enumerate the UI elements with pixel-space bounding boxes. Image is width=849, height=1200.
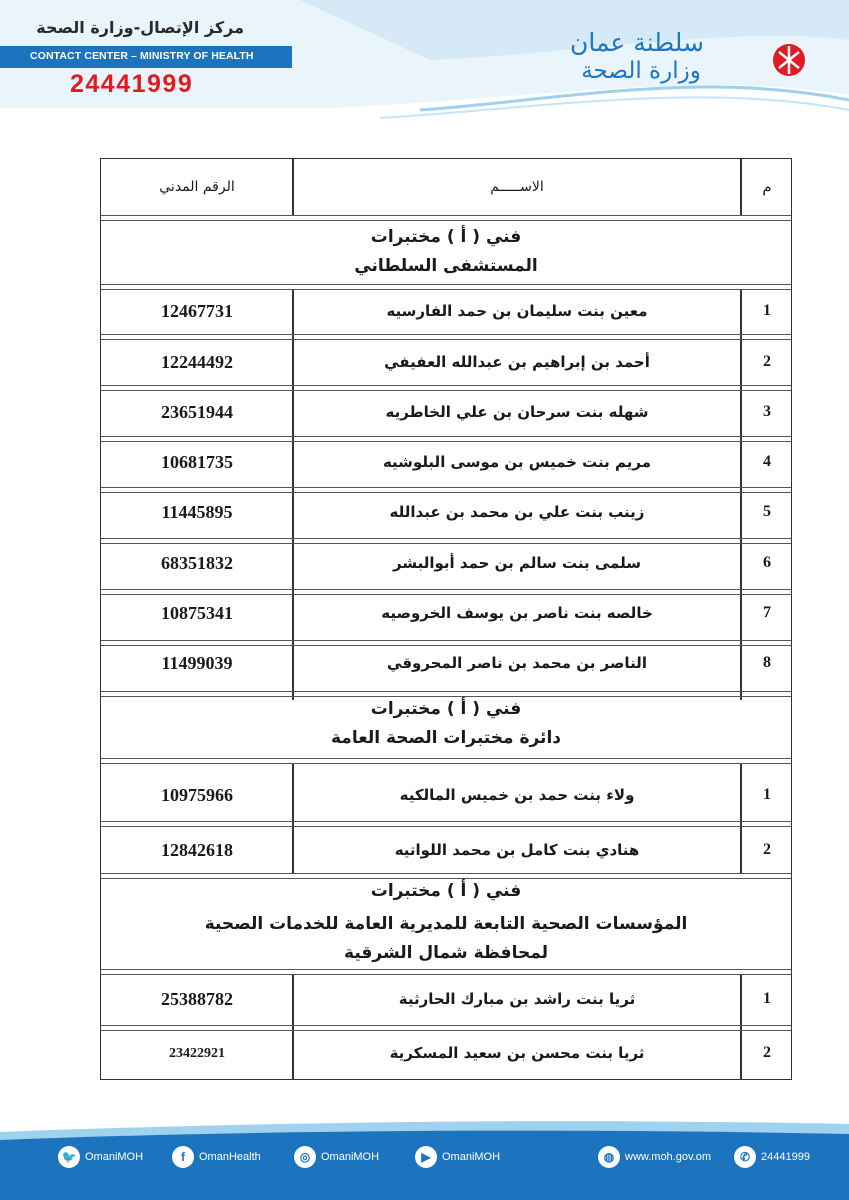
contact-center-english: CONTACT CENTER – MINISTRY OF HEALTH xyxy=(30,50,254,62)
row-number: 1 xyxy=(763,302,771,319)
youtube-link[interactable] xyxy=(415,1146,500,1168)
row-number: 5 xyxy=(763,503,771,520)
civil-number: 23651944 xyxy=(161,402,233,422)
row-number: 2 xyxy=(763,841,771,858)
youtube-icon: ▶ xyxy=(415,1146,437,1168)
page-header xyxy=(0,0,849,120)
instagram-handle: OmaniMOH xyxy=(321,1151,380,1163)
employee-name: ثريا بنت محسن بن سعيد المسكرية xyxy=(389,1044,645,1062)
divider xyxy=(101,969,791,975)
footer-phone-number: 24441999 xyxy=(761,1151,810,1163)
globe-icon: ◍ xyxy=(598,1146,620,1168)
divider xyxy=(101,758,791,764)
column-header-civil-number: الرقم المدني xyxy=(159,179,235,195)
employee-name: الناصر بن محمد بن ناصر المحروقي xyxy=(387,654,647,672)
section-title-line2: المؤسسات الصحية التابعة للمديرية العامة للخدمات الصحية xyxy=(204,914,688,934)
divider xyxy=(101,1025,791,1031)
ministry-crescent-logo xyxy=(723,16,823,116)
row-number: 1 xyxy=(763,786,771,803)
logo-text-sultanate: سلطنة عمان xyxy=(570,28,704,57)
civil-number: 12842618 xyxy=(161,840,233,860)
employee-name: سلمى بنت سالم بن حمد أبوالبشر xyxy=(393,554,641,572)
civil-number: 10681735 xyxy=(161,452,233,472)
civil-number: 11499039 xyxy=(161,653,233,673)
row-number: 7 xyxy=(763,604,771,621)
divider xyxy=(101,538,791,544)
divider xyxy=(101,284,791,290)
employees-table xyxy=(100,158,792,1080)
employee-name: هنادي بنت كامل بن محمد اللواتيه xyxy=(394,841,640,859)
employee-name: زينب بنت علي بن محمد بن عبدالله xyxy=(389,503,645,521)
website-url: www.moh.gov.om xyxy=(625,1151,711,1163)
instagram-icon: ◎ xyxy=(294,1146,316,1168)
youtube-handle: OmaniMOH xyxy=(442,1151,501,1163)
employee-name: ثريا بنت راشد بن مبارك الحارثية xyxy=(398,990,636,1008)
logo-text-ministry: وزارة الصحة xyxy=(581,58,701,84)
column-header-name: الاســـــم xyxy=(490,179,544,195)
civil-number: 12467731 xyxy=(161,301,233,321)
divider xyxy=(740,159,742,215)
divider xyxy=(101,821,791,827)
divider xyxy=(740,290,742,700)
divider xyxy=(101,436,791,442)
row-number: 8 xyxy=(763,654,771,671)
footer-phone[interactable] xyxy=(734,1146,810,1168)
divider xyxy=(101,215,791,221)
employee-name: ولاء بنت حمد بن خميس المالكيه xyxy=(399,786,635,804)
civil-number: 25388782 xyxy=(161,989,233,1009)
section-title-line3: لمحافظة شمال الشرقية xyxy=(344,943,548,963)
instagram-link[interactable] xyxy=(294,1146,379,1168)
contact-phone: 24441999 xyxy=(70,70,194,98)
row-number: 2 xyxy=(763,1044,771,1061)
civil-number: 23422921 xyxy=(169,1046,225,1061)
civil-number: 11445895 xyxy=(161,502,233,522)
civil-number: 10975966 xyxy=(161,785,233,805)
twitter-icon: 🐦 xyxy=(58,1146,80,1168)
civil-number: 12244492 xyxy=(161,352,233,372)
contact-center-arabic: مركز الإتصال-وزارة الصحة xyxy=(36,18,244,37)
twitter-link[interactable] xyxy=(58,1146,143,1168)
divider xyxy=(101,589,791,595)
row-number: 3 xyxy=(763,403,771,420)
employee-name: خالصه بنت ناصر بن يوسف الخروصيه xyxy=(381,604,653,622)
divider xyxy=(101,487,791,493)
employee-name: معين بنت سليمان بن حمد الفارسيه xyxy=(386,302,648,320)
twitter-handle: OmaniMOH xyxy=(85,1151,144,1163)
section-title-line1: فني ( أ ) مختبرات xyxy=(370,699,522,719)
facebook-handle: OmanHealth xyxy=(199,1151,261,1163)
row-number: 4 xyxy=(763,453,771,470)
facebook-icon: f xyxy=(172,1146,194,1168)
civil-number: 10875341 xyxy=(161,603,233,623)
section-title-line1: فني ( أ ) مختبرات xyxy=(370,881,522,901)
civil-number: 68351832 xyxy=(161,553,233,573)
divider xyxy=(101,385,791,391)
phone-icon: ✆ xyxy=(734,1146,756,1168)
divider xyxy=(292,159,294,215)
row-number: 6 xyxy=(763,554,771,571)
section-title-line1: فني ( أ ) مختبرات xyxy=(370,227,522,247)
website-link[interactable] xyxy=(598,1146,711,1168)
employee-name: شهله بنت سرحان بن علي الخاطريه xyxy=(385,403,649,421)
facebook-link[interactable] xyxy=(172,1146,261,1168)
divider xyxy=(101,334,791,340)
section-title-line2: المستشفى السلطاني xyxy=(354,256,538,276)
column-header-number: م xyxy=(762,178,772,196)
divider xyxy=(101,640,791,646)
row-number: 1 xyxy=(763,990,771,1007)
section-title-line2: دائرة مختبرات الصحة العامة xyxy=(331,728,561,748)
row-number: 2 xyxy=(763,353,771,370)
employee-name: أحمد بن إبراهيم بن عبدالله العفيفي xyxy=(384,353,650,371)
employee-name: مريم بنت خميس بن موسى البلوشيه xyxy=(382,453,652,471)
